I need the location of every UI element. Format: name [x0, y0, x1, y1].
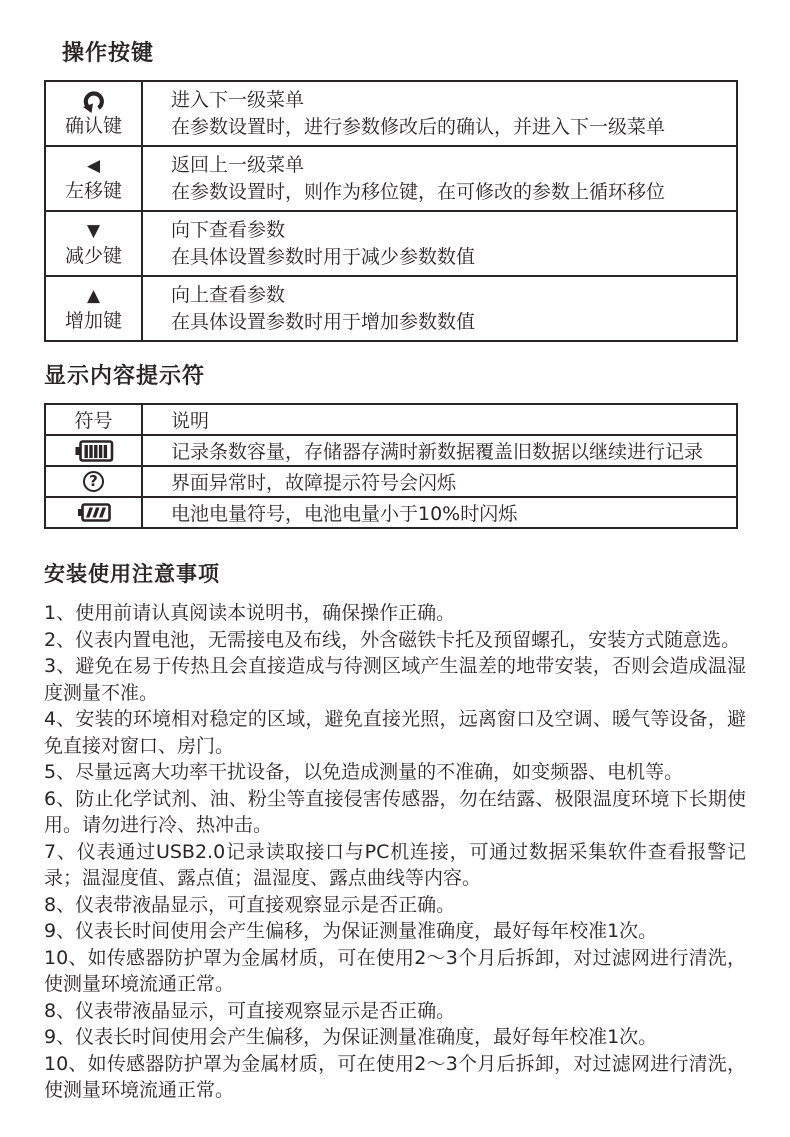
note-item: 9、仪表长时间使用会产生偏移，为保证测量准确度，最好每年校准1次。 [44, 920, 658, 942]
table-row [45, 435, 737, 466]
up-arrow-icon: ▲ [86, 285, 101, 306]
note-item: 6、防止化学试剂、油、粉尘等直接侵害传感器，勿在结露、极限温度环境下长期使用。请勿进行冷、热冲击。 [44, 787, 746, 836]
column-header-description: 说明 [142, 404, 737, 435]
key-description-line1: 向上查看参数 [171, 283, 286, 306]
note-item: 3、避免在易于传热且会直接造成与待测区域产生温差的地带安装，否则会造成温湿度测量不准。 [44, 655, 746, 704]
indicator-description: 界面异常时，故障提示符号会闪烁 [142, 466, 737, 497]
table-row [45, 211, 737, 276]
section-title-installation-notes: 安装使用注意事项 [44, 562, 220, 586]
key-label: 减少键 [64, 244, 122, 267]
notes-list [44, 600, 746, 1104]
note-item: 1、使用前请认真阅读本说明书，确保操作正确。 [44, 602, 456, 624]
battery-icon [46, 503, 141, 522]
note-item: 7、仪表通过USB2.0记录读取接口与PC机连接，可通过数据采集软件查看报警记录；温湿度值、露点值；温湿度、露点曲线等内容。 [44, 840, 746, 889]
down-arrow-icon: ▼ [86, 220, 101, 241]
rotate-arrow-icon [46, 91, 141, 113]
table-header-row [45, 404, 737, 435]
table-row [45, 276, 737, 341]
key-description-line1: 返回上一级菜单 [171, 153, 305, 176]
left-arrow-icon: ◀ [86, 155, 101, 176]
table-row [45, 466, 737, 497]
question-mark-icon: ? [83, 471, 104, 492]
note-item: 8、仪表带液晶显示，可直接观察显示是否正确。 [44, 999, 456, 1022]
key-description-line2: 在具体设置参数时用于增加参数数值 [171, 310, 476, 333]
indicator-description: 记录条数容量，存储器存满时新数据覆盖旧数据以继续进行记录 [142, 435, 737, 466]
key-label: 增加键 [64, 309, 122, 332]
record-capacity-icon [46, 440, 141, 462]
operation-keys-table [44, 80, 738, 342]
column-header-symbol: 符号 [45, 404, 142, 435]
note-item: 9、仪表长时间使用会产生偏移，为保证测量准确度，最好每年校准1次。 [44, 1026, 658, 1048]
note-item: 10、如传感器防护罩为金属材质，可在使用2～3个月后拆卸，对过滤网进行清洗，使测量环境流通正常。 [44, 946, 746, 995]
table-row [45, 146, 737, 211]
note-item: 4、安装的环境相对稳定的区域，避免直接光照，远离窗口及空调、暖气等设备，避免直接对窗口、房门。 [44, 708, 746, 757]
note-item: 2、仪表内置电池，无需接电及布线，外含磁铁卡托及预留螺孔，安装方式随意选。 [44, 628, 741, 651]
key-description-line1: 向下查看参数 [171, 218, 286, 241]
indicators-table [44, 403, 738, 529]
key-description-line1: 进入下一级菜单 [171, 88, 305, 111]
indicator-description: 电池电量符号，电池电量小于10%时闪烁 [142, 497, 737, 528]
note-item: 10、如传感器防护罩为金属材质，可在使用2～3个月后拆卸，对过滤网进行清洗，使测量环境流通正常。 [44, 1052, 746, 1101]
table-row [45, 81, 737, 146]
note-item: 8、仪表带液晶显示，可直接观察显示是否正确。 [44, 893, 456, 916]
key-description-line2: 在参数设置时，进行参数修改后的确认，并进入下一级菜单 [171, 115, 666, 138]
section-title-display-indicators: 显示内容提示符 [44, 364, 206, 389]
note-item: 5、尽量远离大功率干扰设备，以免造成测量的不准确，如变频器、电机等。 [44, 761, 684, 783]
key-label: 确认键 [64, 114, 122, 137]
table-row [45, 497, 737, 528]
key-description-line2: 在具体设置参数时用于减少参数数值 [171, 245, 476, 268]
key-label: 左移键 [64, 179, 122, 202]
section-title-operation-keys: 操作按键 [62, 41, 155, 66]
key-description-line2: 在参数设置时，则作为移位键，在可修改的参数上循环移位 [171, 180, 666, 203]
